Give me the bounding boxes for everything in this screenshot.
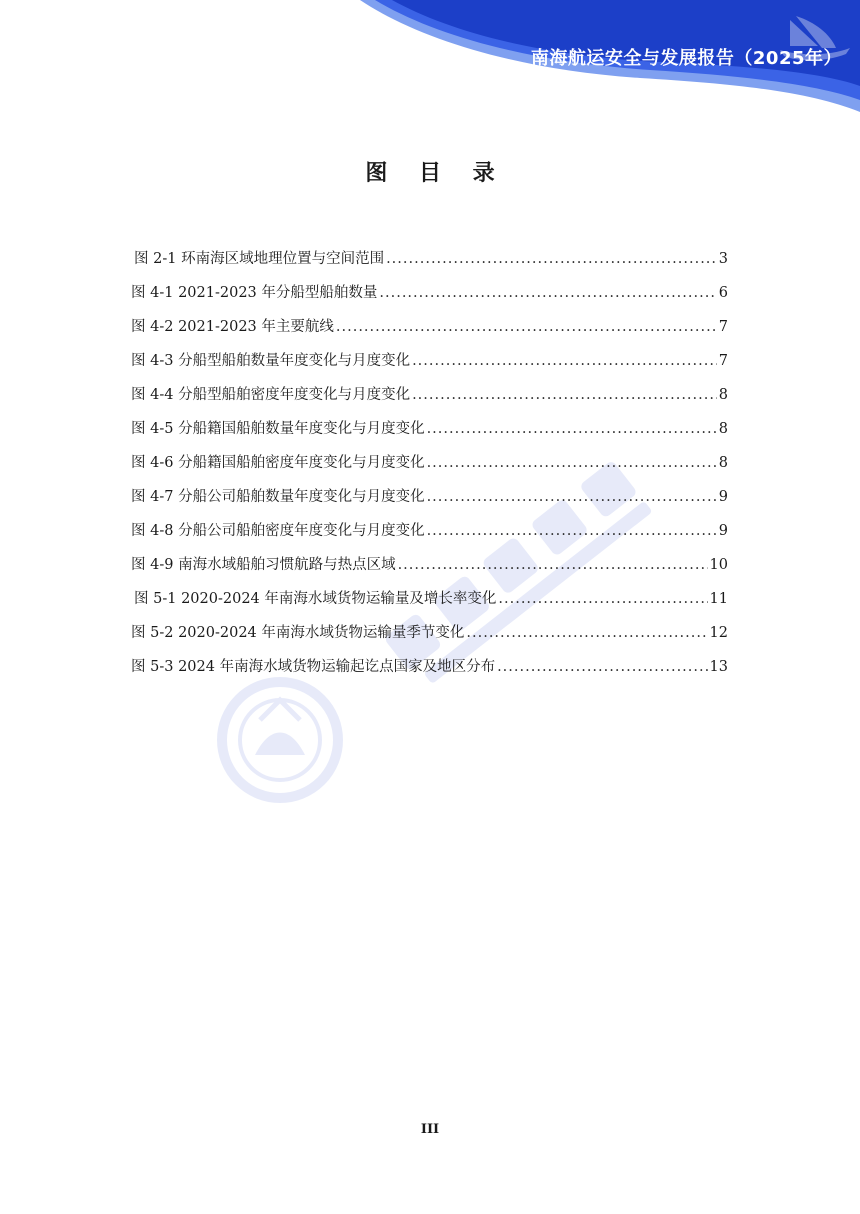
- toc-entry[interactable]: [131, 655, 728, 689]
- toc-entry[interactable]: [131, 519, 728, 553]
- toc-dot-leader: [412, 353, 717, 369]
- toc-entry-page: 12: [709, 625, 728, 641]
- toc-entry[interactable]: [131, 349, 728, 383]
- page-title: 图 目 录: [365, 161, 507, 186]
- toc-entry[interactable]: [131, 485, 728, 519]
- toc-dot-leader: [412, 387, 717, 403]
- toc-entry-page: 7: [718, 319, 728, 335]
- toc-dot-leader: [386, 251, 717, 267]
- toc-entry-page: 8: [718, 387, 728, 403]
- toc-entry-label: 图 4-8 分船公司船舶密度年度变化与月度变化: [131, 523, 425, 539]
- toc-entry-label: 图 5-3 2024 年南海水域货物运输起讫点国家及地区分布: [131, 659, 496, 675]
- toc-entry-page: 10: [709, 557, 728, 573]
- figure-list: [131, 247, 728, 689]
- toc-entry-label: 图 4-6 分船籍国船舶密度年度变化与月度变化: [131, 455, 425, 471]
- toc-dot-leader: [466, 625, 707, 641]
- toc-entry-page: 13: [709, 659, 728, 675]
- toc-entry-page: 6: [718, 285, 728, 301]
- toc-dot-leader: [427, 421, 717, 437]
- toc-entry[interactable]: [131, 621, 728, 655]
- toc-dot-leader: [427, 489, 717, 505]
- toc-entry[interactable]: [131, 587, 728, 621]
- toc-dot-leader: [427, 455, 717, 471]
- toc-dot-leader: [427, 523, 717, 539]
- toc-entry[interactable]: [131, 451, 728, 485]
- toc-entry-label: 图 4-3 分船型船舶数量年度变化与月度变化: [131, 353, 411, 369]
- toc-entry-page: 9: [718, 489, 728, 505]
- toc-entry-label: 图 5-2 2020-2024 年南海水域货物运输量季节变化: [131, 625, 465, 641]
- toc-entry-label: 图 4-1 2021-2023 年分船型船舶数量: [131, 285, 378, 301]
- toc-entry[interactable]: [131, 315, 728, 349]
- toc-entry[interactable]: [131, 281, 728, 315]
- toc-entry[interactable]: [131, 417, 728, 451]
- toc-dot-leader: [336, 319, 717, 335]
- toc-entry-page: 9: [718, 523, 728, 539]
- report-title: 南海航运安全与发展报告（2025年）: [530, 48, 842, 69]
- toc-entry-page: 8: [718, 421, 728, 437]
- toc-entry[interactable]: [131, 383, 728, 417]
- toc-dot-leader: [379, 285, 716, 301]
- toc-entry[interactable]: [131, 247, 728, 281]
- toc-entry-page: 11: [709, 591, 728, 607]
- toc-dot-leader: [498, 591, 707, 607]
- toc-entry-page: 7: [718, 353, 728, 369]
- toc-entry-page: 3: [718, 251, 728, 267]
- toc-entry-label: 图 4-9 南海水域船舶习惯航路与热点区域: [131, 557, 396, 573]
- toc-entry-page: 8: [718, 455, 728, 471]
- toc-entry-label: 图 5-1 2020-2024 年南海水域货物运输量及增长率变化: [134, 591, 497, 607]
- toc-entry-label: 图 4-7 分船公司船舶数量年度变化与月度变化: [131, 489, 425, 505]
- toc-entry-label: 图 4-2 2021-2023 年主要航线: [131, 319, 334, 335]
- toc-entry-label: 图 4-5 分船籍国船舶数量年度变化与月度变化: [131, 421, 425, 437]
- page-number: III: [420, 1122, 440, 1137]
- toc-entry-label: 图 2-1 环南海区域地理位置与空间范围: [134, 251, 385, 267]
- toc-dot-leader: [497, 659, 707, 675]
- toc-dot-leader: [398, 557, 708, 573]
- toc-entry[interactable]: [131, 553, 728, 587]
- toc-entry-label: 图 4-4 分船型船舶密度年度变化与月度变化: [131, 387, 411, 403]
